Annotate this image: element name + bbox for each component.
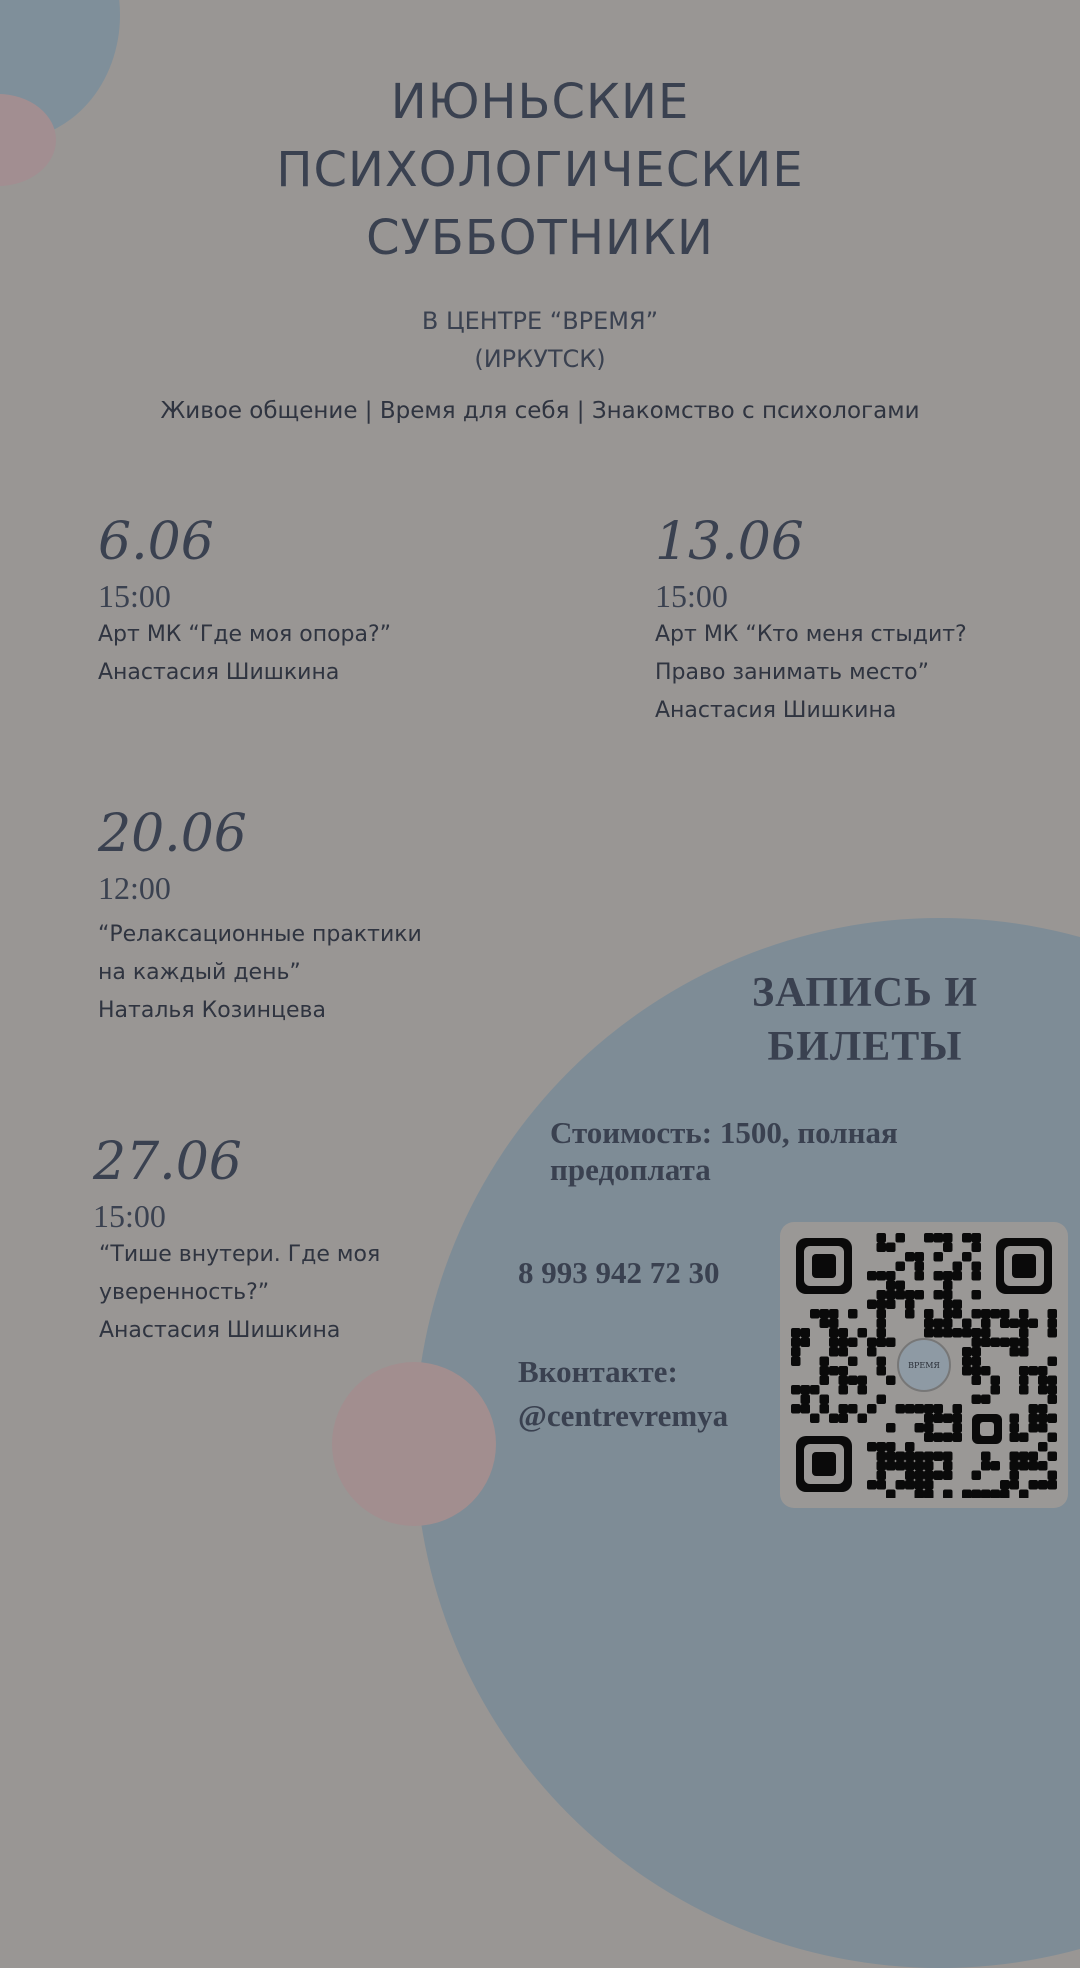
event-title-line: Арт МК “Где моя опора?” [98,622,392,647]
event-title-line: уверенность?” [99,1280,270,1305]
event-title-line: Право занимать место” [655,660,930,685]
event-block-1 [98,512,391,692]
event-title-line: на каждый день” [98,960,301,985]
event-title-line: “Релаксационные практики [98,922,422,947]
phone-number[interactable]: 8 993 942 72 30 [518,1255,720,1290]
event-host: Анастасия Шишкина [99,1318,341,1343]
qr-center-logo: ВРЕМЯ [897,1338,951,1392]
tickets-heading-line-2: БИЛЕТЫ [767,1024,963,1070]
vk-handle-link[interactable]: @centrevremya [518,1398,729,1433]
event-time: 12:00 [98,870,171,906]
subtitle-line-1: В ЦЕНТРЕ “ВРЕМЯ” [421,307,659,335]
event-date: 6.06 [98,512,214,572]
event-time: 15:00 [655,578,728,614]
tickets-heading-line-1: ЗАПИСЬ И [751,970,979,1016]
title-line-2: ПСИХОЛОГИЧЕСКИЕ [276,142,804,198]
event-time: 15:00 [98,578,171,614]
event-block-2 [655,512,967,730]
title-line-3: СУББОТНИКИ [366,210,714,266]
qr-code[interactable] [780,1222,1068,1508]
event-title-line: “Тише внутери. Где моя [99,1242,381,1267]
vk-contact [518,1350,728,1438]
price-line-1: Стоимость: 1500, полная [550,1115,898,1150]
event-block-3 [98,804,422,1030]
vk-label: Вконтакте: [518,1354,678,1389]
venue-subtitle [0,302,1080,378]
decorative-circle-pink-bottom [332,1362,496,1526]
event-date: 20.06 [98,804,247,864]
title-line-1: ИЮНЬСКИЕ [390,74,690,130]
price-info [550,1114,970,1188]
tickets-heading [700,966,1030,1074]
event-block-4 [93,1132,380,1350]
event-host: Анастасия Шишкина [98,660,340,685]
event-date: 13.06 [655,512,804,572]
event-time: 15:00 [93,1198,166,1234]
tagline: Живое общение | Время для себя | Знакомство с психологами [160,398,920,424]
event-title-line: Арт МК “Кто меня стыдит? [655,622,967,647]
event-host: Анастасия Шишкина [655,698,897,723]
page-title [0,68,1080,272]
event-date: 27.06 [93,1132,242,1192]
event-host: Наталья Козинцева [98,998,326,1023]
price-line-2: предоплата [550,1152,711,1187]
subtitle-line-2: (ИРКУТСК) [474,345,606,373]
